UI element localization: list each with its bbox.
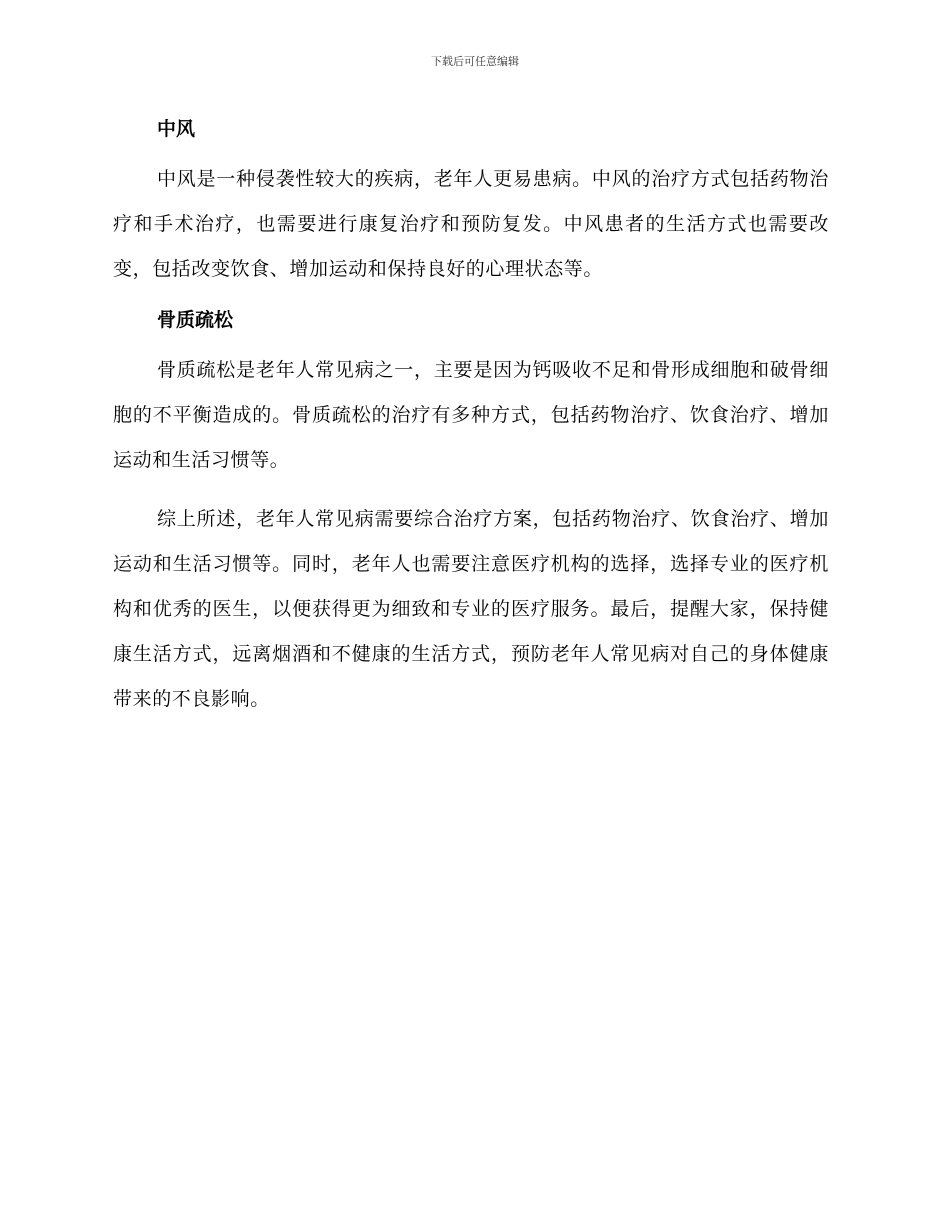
section-heading-osteoporosis: 骨质疏松 (157, 309, 234, 331)
conclusion-paragraph: 综上所述，老年人常见病需要综合治疗方案，包括药物治疗、饮食治疗、增加运动和生活习惯等。同时，老年人也需要注意医疗机构的选择，选择专业的医疗机构和优秀的医生，以便获得更为细致和专业的医疗服务。最后，提醒大家，保持健康生活方式，远离烟酒和不健康的生活方式，预防老年人常见病对自己的身体健康带来的不良影响。 (113, 508, 829, 710)
section-paragraph-osteoporosis: 骨质疏松是老年人常见病之一，主要是因为钙吸收不足和骨形成细胞和破骨细胞的不平衡造成的。骨质疏松的治疗有多种方式，包括药物治疗、饮食治疗、增加运动和生活习惯等。 (113, 359, 829, 471)
document-body (113, 114, 829, 722)
header-note: 下载后可任意编辑 (431, 55, 519, 68)
section-heading-stroke: 中风 (157, 118, 196, 140)
section-paragraph-stroke: 中风是一种侵袭性较大的疾病，老年人更易患病。中风的治疗方式包括药物治疗和手术治疗，也需要进行康复治疗和预防复发。中风患者的生活方式也需要改变，包括改变饮食、增加运动和保持良好的心理状态等。 (113, 168, 829, 280)
